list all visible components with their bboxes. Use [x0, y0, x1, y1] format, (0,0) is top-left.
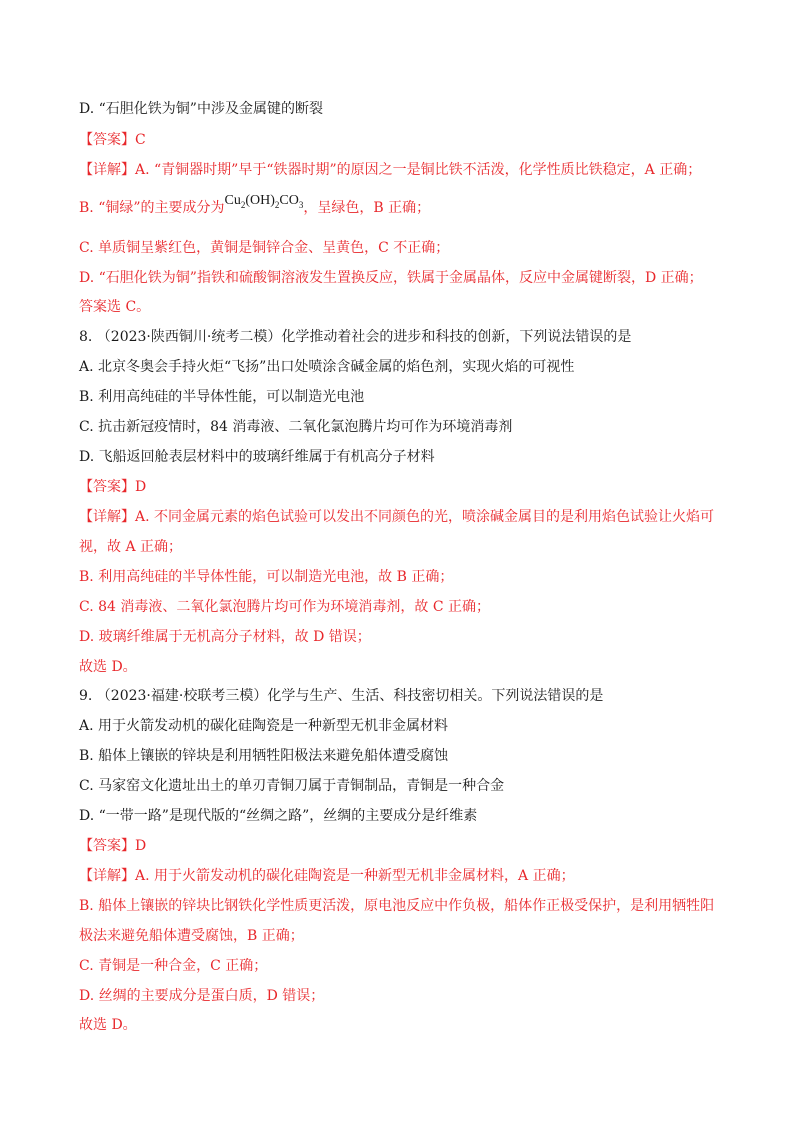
copper-carbonate-formula: $Cu_2(OH)_2CO_3$	[224, 193, 304, 210]
q8-explain-a-cont: 视，故 A 正确；	[79, 539, 183, 555]
q9-conclusion: 故选 D。	[79, 1017, 137, 1033]
q7-explain-b	[79, 193, 431, 223]
q7-explain-b-text: B. “铜绿”的主要成分为	[79, 200, 225, 216]
q8-option-a: A. 北京冬奥会手持火炬“飞扬”出口处喷涂含碱金属的焰色剂，实现火焰的可视性	[79, 359, 575, 375]
q9-explain-c: C. 青铜是一种合金，C 正确；	[79, 958, 268, 974]
q8-option-c: C. 抗击新冠疫情时，84 消毒液、二氧化氯泡腾片均可作为环境消毒剂	[79, 419, 513, 435]
q7-explain-a: 【详解】A. “青铜器时期”早于“铁器时期”的原因之一是铜比铁不活泼，化学性质比铁稳定，A 正确；	[79, 162, 702, 178]
q8-explain-c: C. 84 消毒液、二氧化氯泡腾片均可作为环境消毒剂，故 C 正确；	[79, 599, 490, 615]
q7-explain-b-tail: ，呈绿色，B 正确；	[303, 200, 431, 216]
q9-option-c: C. 马家窑文化遗址出土的单刃青铜刀属于青铜制品，青铜是一种合金	[79, 778, 505, 794]
q8-answer: 【答案】D	[79, 479, 147, 495]
q7-explain-c: C. 单质铜呈紫红色，黄铜是铜锌合金、呈黄色，C 不正确；	[79, 240, 450, 256]
q8-explain-b: B. 利用高纯硅的半导体性能，可以制造光电池，故 B 正确；	[79, 569, 454, 585]
q9-answer: 【答案】D	[79, 838, 147, 854]
q8-option-b: B. 利用高纯硅的半导体性能，可以制造光电池	[79, 389, 365, 405]
q9-option-d: D. “一带一路”是现代版的“丝绸之路”，丝绸的主要成分是纤维素	[79, 808, 478, 824]
q7-conclusion: 答案选 C。	[79, 299, 151, 315]
q9-option-b: B. 船体上镶嵌的锌块是利用牺牲阳极法来避免船体遭受腐蚀	[79, 748, 449, 764]
q8-explain-d: D. 玻璃纤维属于无机高分子材料，故 D 错误；	[79, 629, 371, 645]
q7-answer: 【答案】C	[79, 132, 146, 148]
q9-explain-b-cont: 极法来避免船体遭受腐蚀，B 正确；	[79, 928, 304, 944]
q9-explain-b: B. 船体上镶嵌的锌块比钢铁化学性质更活泼，原电池反应中作负极，船体作正极受保护，是利用牺牲阳	[79, 898, 715, 914]
q7-explain-d: D. “石胆化铁为铜”指铁和硫酸铜溶液发生置换反应，铁属于金属晶体，反应中金属键断裂，D 正确；	[79, 270, 703, 286]
q7-option-d: D. “石胆化铁为铜”中涉及金属键的断裂	[79, 101, 323, 117]
q8-conclusion: 故选 D。	[79, 659, 137, 675]
q9-explain-d: D. 丝绸的主要成分是蛋白质，D 错误；	[79, 988, 325, 1004]
q8-stem: 8. （2023·陕西铜川·统考二模）化学推动着社会的进步和科技的创新，下列说法错误的是	[79, 329, 632, 345]
q9-explain-a: 【详解】A. 用于火箭发动机的碳化硅陶瓷是一种新型无机非金属材料，A 正确；	[79, 868, 575, 884]
q8-option-d: D. 飞船返回舱表层材料中的玻璃纤维属于有机高分子材料	[79, 449, 435, 465]
q9-option-a: A. 用于火箭发动机的碳化硅陶瓷是一种新型无机非金属材料	[79, 718, 449, 734]
q8-explain-a: 【详解】A. 不同金属元素的焰色试验可以发出不同颜色的光，喷涂碱金属目的是利用焰色试验让火焰可	[79, 509, 715, 525]
q9-stem: 9. （2023·福建·校联考三模）化学与生产、生活、科技密切相关。下列说法错误的是	[79, 688, 604, 704]
